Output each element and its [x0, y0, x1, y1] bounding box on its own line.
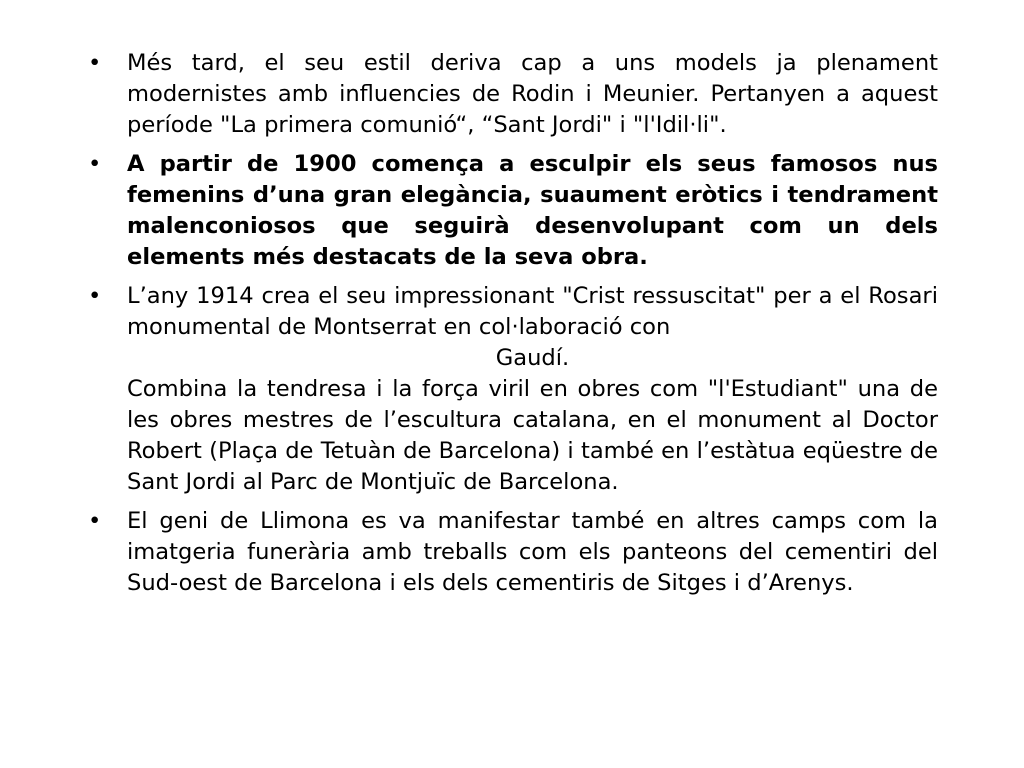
bullet-point-icon: •: [88, 151, 102, 177]
bullet-text: Més tard, el seu estil deriva cap a uns models ja plenament modernistes amb influencies de Rodin i Meunier. Pertanyen a aquest període "La primera comunió“, “Sant Jordi" i "l'Idil·li".: [127, 50, 938, 138]
bullet-item-funerary-art: [84, 506, 938, 599]
bullet-text: L’any 1914 crea el seu impressionant "Crist ressuscitat" per a el Rosari monumental de Montserrat en col·laboració con: [127, 283, 938, 340]
bullet-point-icon: •: [88, 508, 102, 534]
bullet-item-female-nudes: [84, 149, 938, 273]
bullet-item-style-evolution: [84, 48, 938, 141]
bullet-text-centered: Gaudí.: [495, 345, 570, 371]
bullet-point-icon: •: [88, 283, 102, 309]
bullet-text: A partir de 1900 comença a esculpir els seus famosos nus femenins d’una gran elegància, suaument eròtics i tendrament malenconiosos que seguirà desenvolupant com un dels elements més destacats de la seva obra.: [127, 151, 938, 270]
bullet-text: El geni de Llimona es va manifestar també en altres camps com la imatgeria funerària amb treballs com els panteons del cementiri del Sud-oest de Barcelona i els dels cementiris de Sitges i d’Arenys.: [127, 508, 938, 596]
bullet-point-icon: •: [88, 50, 102, 76]
bullet-text-continuation: Combina la tendresa i la força viril en obres com "l'Estudiant" una de les obres mestres de l’escultura catalana, en el monument al Doctor Robert (Plaça de Tetuàn de Barcelona) i també en l’estàtua eqüestre de Sant Jordi al Parc de Montjuïc de Barcelona.: [127, 376, 938, 495]
bullet-item-crist-ressuscitat: [84, 281, 938, 498]
bullet-list: [84, 48, 938, 607]
